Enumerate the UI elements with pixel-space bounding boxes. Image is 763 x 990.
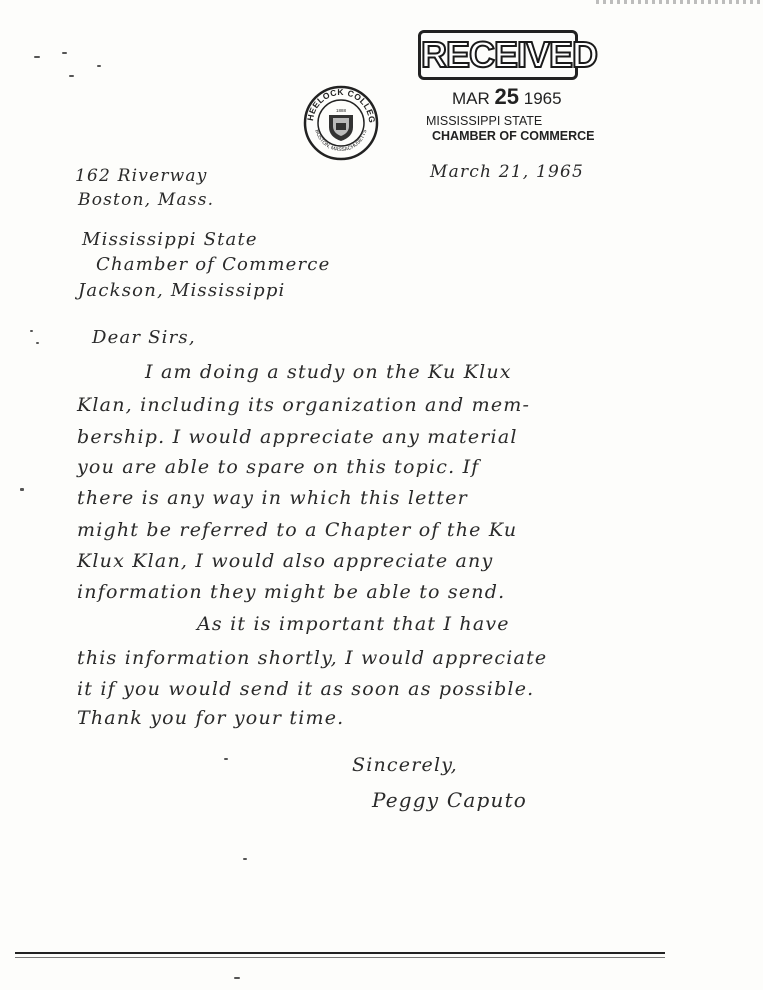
letter-date: March 21, 1965 [430, 162, 585, 182]
recipient-line: Jackson, Mississippi [78, 280, 286, 301]
college-seal [303, 85, 379, 161]
body-line: this information shortly, I would appreciate [77, 647, 548, 669]
salutation: Dear Sirs, [92, 327, 196, 348]
body-line: you are able to spare on this topic. If [77, 456, 480, 478]
body-line: might be referred to a Chapter of the Ku [77, 519, 518, 541]
seal-location: BOSTON, MASSACHUSETTS [313, 128, 369, 154]
signature: Peggy Caputo [372, 788, 528, 812]
speck [69, 75, 74, 77]
stamp-date [452, 84, 562, 110]
body-line: there is any way in which this letter [77, 487, 468, 509]
recipient-line: Mississippi State [82, 229, 258, 250]
speck [234, 977, 240, 979]
bottom-rule-thin [15, 957, 665, 958]
seal-name: HEELOCK COLLEG [305, 86, 378, 124]
stamp-date-year: 1965 [523, 89, 562, 108]
received-stamp-title: RECEIVED [418, 30, 578, 80]
speck [243, 858, 247, 860]
sender-address-line: 162 Riverway [75, 166, 208, 186]
speck [36, 342, 39, 344]
seal-graphic [303, 85, 379, 161]
body-line: I am doing a study on the Ku Klux [145, 361, 512, 383]
body-line: information they might be able to send. [77, 581, 506, 603]
body-line: it if you would send it as soon as possible. [77, 678, 535, 700]
stamp-date-day: 25 [494, 84, 519, 109]
body-line: As it is important that I have [197, 613, 510, 635]
recipient-line: Chamber of Commerce [96, 254, 331, 275]
received-stamp [418, 30, 598, 150]
closing: Sincerely, [352, 754, 458, 776]
body-line: bership. I would appreciate any material [77, 426, 518, 448]
scan-edge-noise [596, 0, 763, 4]
speck [224, 758, 228, 760]
speck [62, 52, 67, 54]
body-line: Klan, including its organization and mem- [77, 394, 531, 416]
body-line: Thank you for your time. [77, 707, 345, 729]
speck [20, 488, 24, 491]
speck [30, 330, 33, 332]
seal-year: 1888 [335, 108, 347, 113]
bottom-rule [15, 952, 665, 954]
speck [97, 65, 101, 67]
stamp-org-line1: MISSISSIPPI STATE [426, 114, 543, 128]
speck [34, 56, 40, 58]
stamp-date-month: MAR [452, 89, 490, 108]
sender-address-line: Boston, Mass. [78, 190, 215, 210]
stamp-org-line2: CHAMBER OF COMMERCE [432, 129, 595, 143]
body-line: Klux Klan, I would also appreciate any [77, 550, 494, 572]
